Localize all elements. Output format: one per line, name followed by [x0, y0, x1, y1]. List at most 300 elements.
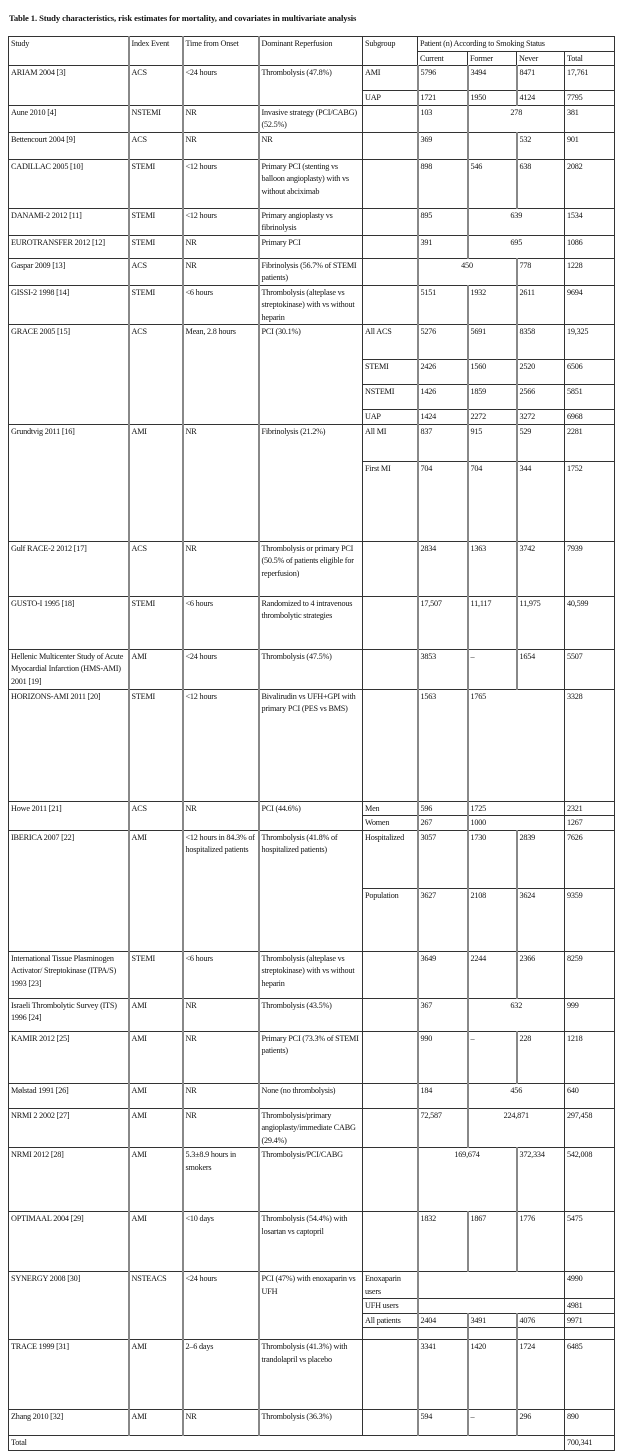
reperfusion-cell: Thrombolysis (36.3%): [259, 1410, 363, 1436]
index-event-cell: STEMI: [129, 596, 183, 649]
index-event-cell: AMI: [129, 1083, 183, 1108]
subgroup-cell: Women: [363, 816, 418, 831]
never-cell: 3624: [517, 888, 565, 951]
subgroup-cell: NSTEMI: [363, 385, 418, 410]
table-row: [9, 1148, 615, 1212]
study-cell: KAMIR 2012 [25]: [9, 1031, 129, 1083]
subgroup-cell: [363, 596, 418, 649]
subgroup-cell: [363, 208, 418, 235]
total-cell: 1086: [565, 235, 615, 258]
header-index-event: Index Event: [129, 37, 183, 66]
index-event-cell: ACS: [129, 541, 183, 596]
time-from-onset-cell: NR: [183, 258, 259, 285]
former-cell: –: [468, 1031, 517, 1083]
total-cell: 7939: [565, 541, 615, 596]
never-cell: 3272: [517, 410, 565, 425]
former-cell: [468, 132, 517, 159]
reperfusion-cell: Thrombolysis (41.8% of hospitalized patients): [259, 830, 363, 951]
index-event-cell: ACS: [129, 66, 183, 106]
subgroup-cell: [363, 285, 418, 325]
subgroup-cell: [363, 1031, 418, 1083]
current-cell: 5796: [418, 66, 468, 91]
former-never-cell: 1765: [468, 689, 565, 801]
header-never: Never: [517, 51, 565, 66]
reperfusion-cell: Thrombolysis (54.4%) with losartan vs captopril: [259, 1212, 363, 1272]
never-cell: 8358: [517, 325, 565, 360]
study-cell: OPTIMAAL 2004 [29]: [9, 1212, 129, 1272]
never-cell: 1654: [517, 649, 565, 689]
time-from-onset-cell: <12 hours in 84.3% of hospitalized patients: [183, 830, 259, 951]
never-cell: 4124: [517, 91, 565, 106]
total-cell: 640: [565, 1083, 615, 1108]
subgroup-cell: [363, 105, 418, 132]
time-from-onset-cell: <24 hours: [183, 649, 259, 689]
study-cell: Mølstad 1991 [26]: [9, 1083, 129, 1108]
time-from-onset-cell: <6 hours: [183, 285, 259, 325]
time-from-onset-cell: Mean, 2.8 hours: [183, 325, 259, 425]
former-cell-blank: [468, 1328, 517, 1340]
current-cell: 369: [418, 132, 468, 159]
table-caption: Table 1. Study characteristics, risk estimates for mortality, and covariates in multivariate analysis: [9, 13, 357, 23]
former-cell: 5691: [468, 325, 517, 360]
subgroup-cell: [363, 649, 418, 689]
never-cell: 8471: [517, 66, 565, 91]
time-from-onset-cell: NR: [183, 1083, 259, 1108]
subgroup-cell: UAP: [363, 91, 418, 106]
study-cell: ARIAM 2004 [3]: [9, 66, 129, 106]
reperfusion-cell: Thrombolysis or primary PCI (50.5% of patients eligible for reperfusion): [259, 541, 363, 596]
total-cell: 4990: [565, 1272, 615, 1299]
total-cell: 2082: [565, 159, 615, 208]
table-row: [9, 285, 615, 325]
reperfusion-cell: Thrombolysis (47.5%): [259, 649, 363, 689]
reperfusion-cell: None (no thrombolysis): [259, 1083, 363, 1108]
time-from-onset-cell: 2–6 days: [183, 1340, 259, 1410]
current-cell: 2834: [418, 541, 468, 596]
former-never-cell: 224,871: [468, 1108, 565, 1148]
former-cell: 915: [468, 424, 517, 461]
subgroup-cell: Enoxaparin users: [363, 1272, 418, 1299]
time-from-onset-cell: <10 days: [183, 1212, 259, 1272]
patients-cell-empty: [418, 1272, 565, 1299]
reperfusion-cell: PCI (44.6%): [259, 801, 363, 830]
current-cell-blank: [418, 1328, 468, 1340]
current-cell: 1721: [418, 91, 468, 106]
table-row: [9, 1108, 615, 1148]
current-cell: 990: [418, 1031, 468, 1083]
table-row: [9, 159, 615, 208]
former-never-cell: 278: [468, 105, 565, 132]
index-event-cell: AMI: [129, 424, 183, 541]
header-total: Total: [565, 51, 615, 66]
study-cell: Grundtvig 2011 [16]: [9, 424, 129, 541]
current-cell: 17,507: [418, 596, 468, 649]
total-cell: 40,599: [565, 596, 615, 649]
time-from-onset-cell: 5.3±8.9 hours in smokers: [183, 1148, 259, 1212]
never-cell: 2366: [517, 951, 565, 998]
reperfusion-cell: NR: [259, 132, 363, 159]
total-cell: 9971: [565, 1313, 615, 1328]
total-cell: 901: [565, 132, 615, 159]
header-study: Study: [9, 37, 129, 66]
subgroup-cell: [363, 951, 418, 998]
total-cell: 2321: [565, 801, 615, 816]
never-cell: 228: [517, 1031, 565, 1083]
study-cell: Israeli Thrombolytic Survey (ITS) 1996 [24]: [9, 998, 129, 1031]
former-cell: –: [468, 649, 517, 689]
study-cell: GRACE 2005 [15]: [9, 325, 129, 425]
former-cell: 1859: [468, 385, 517, 410]
former-cell: 1950: [468, 91, 517, 106]
study-cell: Gaspar 2009 [13]: [9, 258, 129, 285]
index-event-cell: AMI: [129, 1410, 183, 1436]
reperfusion-cell: Invasive strategy (PCI/CABG) (52.5%): [259, 105, 363, 132]
never-cell: 2611: [517, 285, 565, 325]
total-cell: 6968: [565, 410, 615, 425]
study-cell: Bettencourt 2004 [9]: [9, 132, 129, 159]
total-cell: 542,008: [565, 1148, 615, 1212]
time-from-onset-cell: <6 hours: [183, 951, 259, 998]
study-cell: GUSTO-I 1995 [18]: [9, 596, 129, 649]
subgroup-cell: UAP: [363, 410, 418, 425]
time-from-onset-cell: <24 hours: [183, 1272, 259, 1340]
total-cell: 5475: [565, 1212, 615, 1272]
table-row: [9, 649, 615, 689]
current-cell: 1424: [418, 410, 468, 425]
current-cell: 5151: [418, 285, 468, 325]
table-row: [9, 801, 615, 816]
current-cell: 391: [418, 235, 468, 258]
time-from-onset-cell: <12 hours: [183, 689, 259, 801]
current-cell: 1563: [418, 689, 468, 801]
former-never-cell: 456: [468, 1083, 565, 1108]
never-cell-blank: [517, 1328, 565, 1340]
current-cell: 3341: [418, 1340, 468, 1410]
study-cell: Howe 2011 [21]: [9, 801, 129, 830]
subgroup-cell: AMI: [363, 66, 418, 91]
study-characteristics-table: [8, 36, 615, 1451]
current-cell: 2426: [418, 360, 468, 385]
subgroup-cell: [363, 235, 418, 258]
study-cell: NRMI 2 2002 [27]: [9, 1108, 129, 1148]
table-row: [9, 1083, 615, 1108]
reperfusion-cell: Primary angioplasty vs fibrinolysis: [259, 208, 363, 235]
index-event-cell: STEMI: [129, 951, 183, 998]
time-from-onset-cell: NR: [183, 541, 259, 596]
time-from-onset-cell: NR: [183, 424, 259, 541]
former-never-cell: 1725: [468, 801, 565, 816]
former-cell: 1560: [468, 360, 517, 385]
current-cell: 594: [418, 1410, 468, 1436]
former-cell: 2272: [468, 410, 517, 425]
current-cell: 184: [418, 1083, 468, 1108]
former-cell: 1420: [468, 1340, 517, 1410]
total-cell: 1267: [565, 816, 615, 831]
table-row: [9, 1272, 615, 1299]
subgroup-cell-blank: [363, 1328, 418, 1340]
total-cell: 7626: [565, 830, 615, 888]
grand-total-value: 700,341: [565, 1436, 615, 1451]
total-cell: 9694: [565, 285, 615, 325]
table-row: [9, 105, 615, 132]
subgroup-cell: [363, 1410, 418, 1436]
former-cell: 1867: [468, 1212, 517, 1272]
never-cell: 532: [517, 132, 565, 159]
index-event-cell: ACS: [129, 325, 183, 425]
subgroup-cell: [363, 258, 418, 285]
former-cell: –: [468, 1410, 517, 1436]
total-cell-blank: [565, 1328, 615, 1340]
never-cell: 372,334: [517, 1148, 565, 1212]
header-former: Former: [468, 51, 517, 66]
time-from-onset-cell: <12 hours: [183, 208, 259, 235]
total-cell: 5507: [565, 649, 615, 689]
never-cell: 4076: [517, 1313, 565, 1328]
never-cell: 3742: [517, 541, 565, 596]
subgroup-cell: [363, 1148, 418, 1212]
subgroup-cell: [363, 1108, 418, 1148]
reperfusion-cell: Thrombolysis (alteplase vs streptokinase) with vs without heparin: [259, 951, 363, 998]
current-cell: 704: [418, 461, 468, 541]
header-subgroup: Subgroup: [363, 37, 418, 66]
total-cell: 1228: [565, 258, 615, 285]
current-cell: 837: [418, 424, 468, 461]
former-never-cell: 632: [468, 998, 565, 1031]
current-cell: 596: [418, 801, 468, 816]
table-row: [9, 1212, 615, 1272]
total-cell: 9359: [565, 888, 615, 951]
time-from-onset-cell: NR: [183, 1031, 259, 1083]
study-cell: SYNERGY 2008 [30]: [9, 1272, 129, 1340]
table-row: [9, 258, 615, 285]
subgroup-cell: All MI: [363, 424, 418, 461]
former-cell: 704: [468, 461, 517, 541]
reperfusion-cell: Primary PCI (stenting vs balloon angioplasty) with vs without abciximab: [259, 159, 363, 208]
former-cell: 1932: [468, 285, 517, 325]
current-cell: 367: [418, 998, 468, 1031]
table-row: [9, 132, 615, 159]
total-label: Total: [9, 1436, 565, 1451]
subgroup-cell: [363, 1212, 418, 1272]
header-row: [9, 37, 615, 52]
subgroup-cell: [363, 159, 418, 208]
reperfusion-cell: Thrombolysis/primary angioplasty/immediate CABG (29.4%): [259, 1108, 363, 1148]
current-former-cell: 169,674: [418, 1148, 517, 1212]
total-row: [9, 1436, 615, 1451]
time-from-onset-cell: NR: [183, 235, 259, 258]
current-former-cell: 450: [418, 258, 517, 285]
time-from-onset-cell: NR: [183, 998, 259, 1031]
reperfusion-cell: PCI (47%) with enoxaparin vs UFH: [259, 1272, 363, 1340]
never-cell: 11,975: [517, 596, 565, 649]
current-cell: 72,587: [418, 1108, 468, 1148]
current-cell: 5276: [418, 325, 468, 360]
current-cell: 2404: [418, 1313, 468, 1328]
current-cell: 3057: [418, 830, 468, 888]
current-cell: 3853: [418, 649, 468, 689]
subgroup-cell: [363, 689, 418, 801]
table-row: [9, 424, 615, 461]
total-cell: 3328: [565, 689, 615, 801]
reperfusion-cell: Thrombolysis (41.3%) with trandolapril vs placebo: [259, 1340, 363, 1410]
study-cell: TRACE 1999 [31]: [9, 1340, 129, 1410]
index-event-cell: AMI: [129, 1212, 183, 1272]
time-from-onset-cell: NR: [183, 801, 259, 830]
reperfusion-cell: Thrombolysis (alteplase vs streptokinase) with vs without heparin: [259, 285, 363, 325]
index-event-cell: AMI: [129, 1340, 183, 1410]
total-cell: 17,761: [565, 66, 615, 91]
study-cell: International Tissue Plasminogen Activator/ Streptokinase (ITPA/S) 1993 [23]: [9, 951, 129, 998]
total-cell: 890: [565, 1410, 615, 1436]
table-row: [9, 689, 615, 801]
study-cell: GISSI-2 1998 [14]: [9, 285, 129, 325]
never-cell: 638: [517, 159, 565, 208]
subgroup-cell: [363, 1340, 418, 1410]
total-cell: 7795: [565, 91, 615, 106]
table-row: [9, 596, 615, 649]
current-cell: 3649: [418, 951, 468, 998]
study-cell: Zhang 2010 [32]: [9, 1410, 129, 1436]
index-event-cell: NSTEACS: [129, 1272, 183, 1340]
index-event-cell: AMI: [129, 1108, 183, 1148]
table-row: [9, 325, 615, 360]
index-event-cell: AMI: [129, 649, 183, 689]
time-from-onset-cell: <6 hours: [183, 596, 259, 649]
subgroup-cell: [363, 998, 418, 1031]
table-row: [9, 541, 615, 596]
patients-cell-empty: [418, 1299, 565, 1314]
subgroup-cell: [363, 132, 418, 159]
table-row: [9, 830, 615, 888]
total-cell: 1752: [565, 461, 615, 541]
subgroup-cell: Population: [363, 888, 418, 951]
reperfusion-cell: Primary PCI: [259, 235, 363, 258]
subgroup-cell: UFH users: [363, 1299, 418, 1314]
table-row: [9, 1031, 615, 1083]
reperfusion-cell: Primary PCI (73.3% of STEMI patients): [259, 1031, 363, 1083]
time-from-onset-cell: NR: [183, 132, 259, 159]
never-cell: 296: [517, 1410, 565, 1436]
index-event-cell: STEMI: [129, 235, 183, 258]
former-cell: 3491: [468, 1313, 517, 1328]
time-from-onset-cell: NR: [183, 1108, 259, 1148]
current-cell: 3627: [418, 888, 468, 951]
former-cell: 546: [468, 159, 517, 208]
study-cell: NRMI 2012 [28]: [9, 1148, 129, 1212]
header-current: Current: [418, 51, 468, 66]
total-cell: 5851: [565, 385, 615, 410]
index-event-cell: STEMI: [129, 285, 183, 325]
study-cell: EUROTRANSFER 2012 [12]: [9, 235, 129, 258]
index-event-cell: AMI: [129, 1031, 183, 1083]
current-cell: 1426: [418, 385, 468, 410]
index-event-cell: STEMI: [129, 689, 183, 801]
total-cell: 381: [565, 105, 615, 132]
current-cell: 267: [418, 816, 468, 831]
time-from-onset-cell: NR: [183, 105, 259, 132]
reperfusion-cell: Fibrinolysis (56.7% of STEMI patients): [259, 258, 363, 285]
index-event-cell: AMI: [129, 830, 183, 951]
header-patients-group: Patient (n) According to Smoking Status: [418, 37, 615, 52]
current-cell: 895: [418, 208, 468, 235]
former-cell: 11,117: [468, 596, 517, 649]
index-event-cell: ACS: [129, 132, 183, 159]
current-cell: 1832: [418, 1212, 468, 1272]
index-event-cell: STEMI: [129, 159, 183, 208]
subgroup-cell: Men: [363, 801, 418, 816]
never-cell: 529: [517, 424, 565, 461]
former-cell: 2108: [468, 888, 517, 951]
current-cell: 898: [418, 159, 468, 208]
total-cell: 4981: [565, 1299, 615, 1314]
total-cell: 8259: [565, 951, 615, 998]
total-cell: 1218: [565, 1031, 615, 1083]
never-cell: 2566: [517, 385, 565, 410]
index-event-cell: STEMI: [129, 208, 183, 235]
time-from-onset-cell: <12 hours: [183, 159, 259, 208]
subgroup-cell: [363, 1083, 418, 1108]
table-row: [9, 208, 615, 235]
subgroup-cell: STEMI: [363, 360, 418, 385]
reperfusion-cell: Randomized to 4 intravenous thrombolytic strategies: [259, 596, 363, 649]
total-cell: 6485: [565, 1340, 615, 1410]
study-cell: Gulf RACE-2 2012 [17]: [9, 541, 129, 596]
former-never-cell: 639: [468, 208, 565, 235]
subgroup-cell: First MI: [363, 461, 418, 541]
total-cell: 297,458: [565, 1108, 615, 1148]
table-row: [9, 66, 615, 91]
former-never-cell: 1000: [468, 816, 565, 831]
header-time-from-onset: Time from Onset: [183, 37, 259, 66]
current-cell: 103: [418, 105, 468, 132]
time-from-onset-cell: <24 hours: [183, 66, 259, 106]
table-row: [9, 998, 615, 1031]
subgroup-cell: [363, 541, 418, 596]
study-cell: Hellenic Multicenter Study of Acute Myocardial Infarction (HMS-AMI) 2001 [19]: [9, 649, 129, 689]
total-cell: 1534: [565, 208, 615, 235]
table-row: [9, 1340, 615, 1410]
reperfusion-cell: Fibrinolysis (21.2%): [259, 424, 363, 541]
index-event-cell: AMI: [129, 1148, 183, 1212]
table-row: [9, 1410, 615, 1436]
reperfusion-cell: Thrombolysis (43.5%): [259, 998, 363, 1031]
never-cell: 2520: [517, 360, 565, 385]
time-from-onset-cell: NR: [183, 1410, 259, 1436]
study-cell: DANAMI-2 2012 [11]: [9, 208, 129, 235]
study-cell: HORIZONS-AMI 2011 [20]: [9, 689, 129, 801]
reperfusion-cell: Thrombolysis (47.8%): [259, 66, 363, 106]
never-cell: 778: [517, 258, 565, 285]
former-cell: 3494: [468, 66, 517, 91]
never-cell: 1724: [517, 1340, 565, 1410]
reperfusion-cell: Bivalirudin vs UFH+GPI with primary PCI (PES vs BMS): [259, 689, 363, 801]
index-event-cell: AMI: [129, 998, 183, 1031]
former-cell: 2244: [468, 951, 517, 998]
index-event-cell: ACS: [129, 801, 183, 830]
subgroup-cell: All patients: [363, 1313, 418, 1328]
study-cell: IBERICA 2007 [22]: [9, 830, 129, 951]
never-cell: 344: [517, 461, 565, 541]
reperfusion-cell: PCI (30.1%): [259, 325, 363, 425]
total-cell: 6506: [565, 360, 615, 385]
study-cell: CADILLAC 2005 [10]: [9, 159, 129, 208]
former-never-cell: 695: [468, 235, 565, 258]
former-cell: 1363: [468, 541, 517, 596]
index-event-cell: NSTEMI: [129, 105, 183, 132]
former-cell: 1730: [468, 830, 517, 888]
table-row: [9, 951, 615, 998]
total-cell: 19,325: [565, 325, 615, 360]
